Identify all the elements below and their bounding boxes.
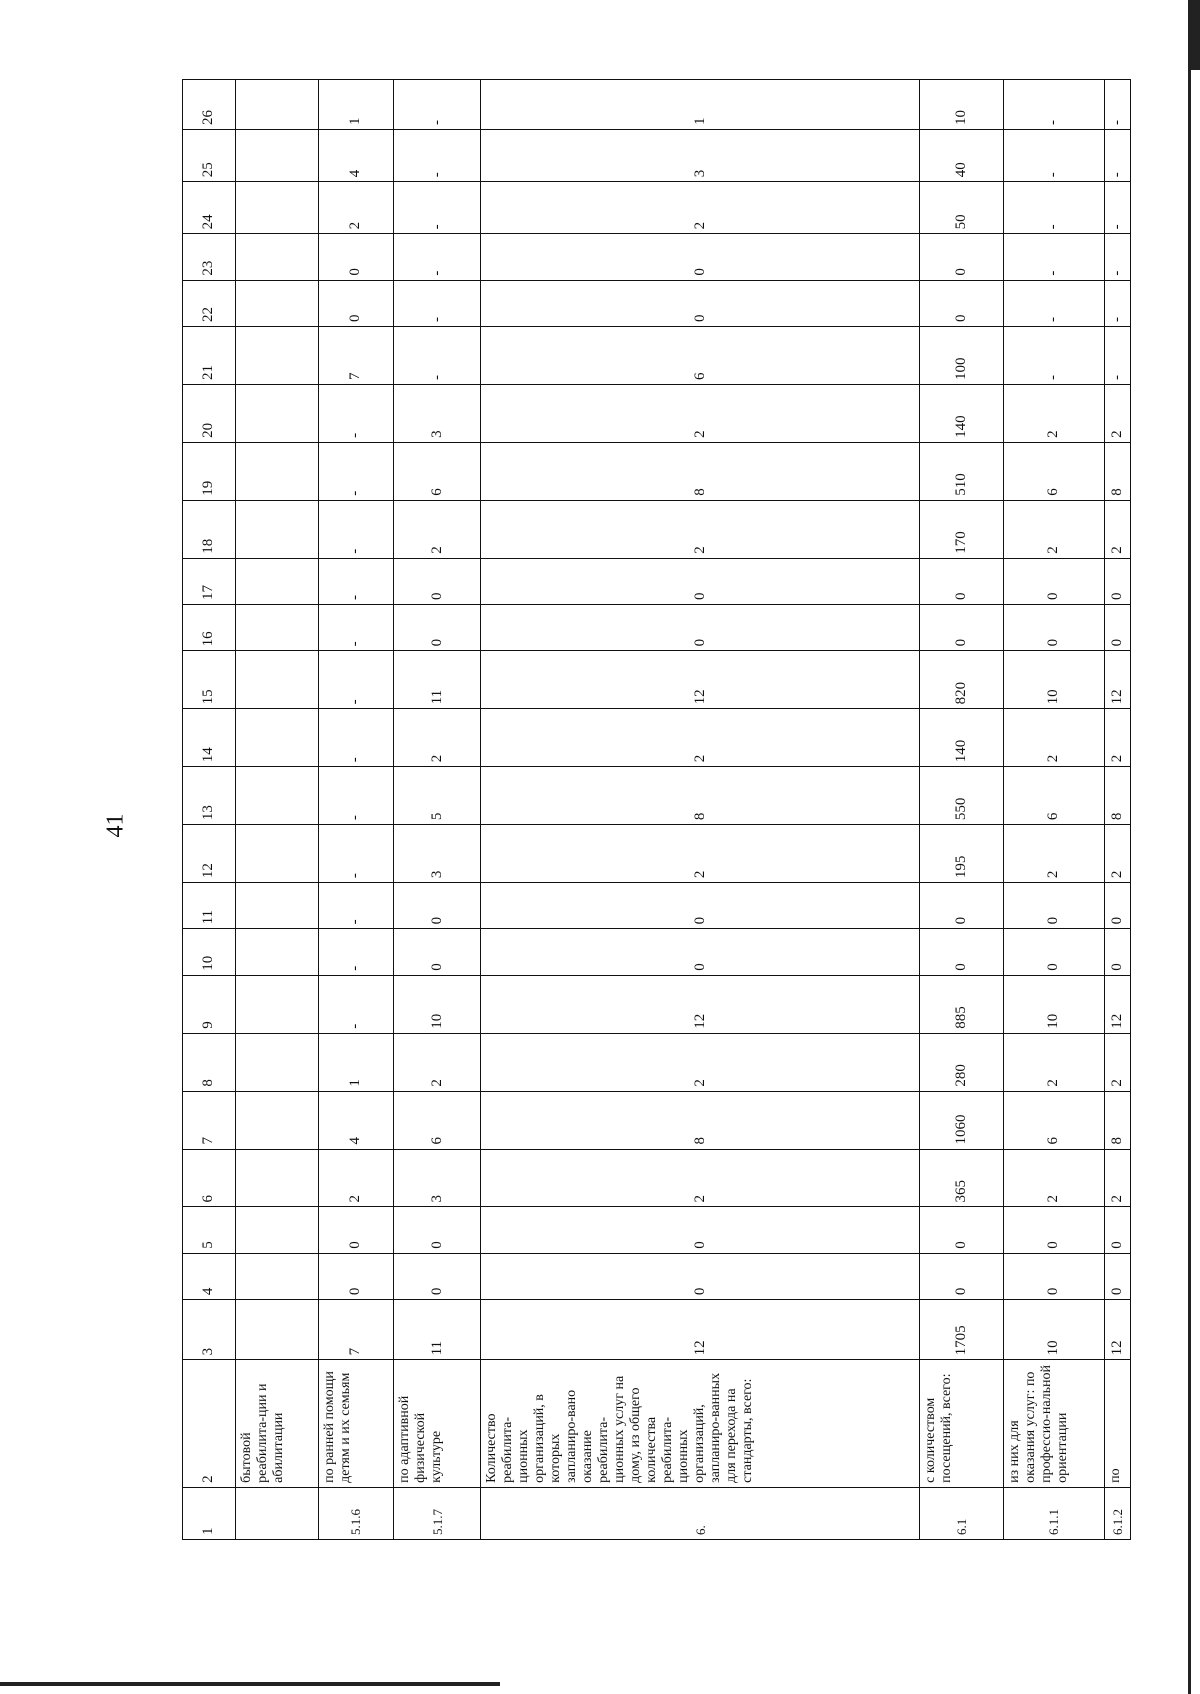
table-cell: - xyxy=(393,80,481,130)
table-cell: - xyxy=(319,767,394,825)
header-cell: 14 xyxy=(183,709,236,767)
header-cell: 9 xyxy=(183,975,236,1033)
table-cell: - xyxy=(319,500,394,558)
table-cell: 2 xyxy=(481,709,920,767)
row-code xyxy=(235,1487,318,1539)
table-cell: - xyxy=(319,883,394,929)
table-row xyxy=(920,80,1003,1540)
table-cell: 12 xyxy=(1104,975,1130,1033)
table-cell: - xyxy=(1003,182,1104,234)
table-cell: 0 xyxy=(1104,558,1130,604)
table-cell: 2 xyxy=(1104,709,1130,767)
table-cell: 0 xyxy=(481,605,920,651)
table-cell: 2 xyxy=(1003,709,1104,767)
table-cell: 1 xyxy=(319,80,394,130)
table-cell: 2 xyxy=(319,182,394,234)
table-cell: 2 xyxy=(393,500,481,558)
table-cell: 0 xyxy=(319,1207,394,1253)
table-cell: 1 xyxy=(319,1033,394,1091)
table-cell: 170 xyxy=(920,500,1003,558)
header-cell: 15 xyxy=(183,651,236,709)
table-cell: - xyxy=(393,327,481,385)
table-cell xyxy=(235,825,318,883)
table-cell: 1 xyxy=(481,80,920,130)
table-cell: - xyxy=(319,384,394,442)
table-cell: 11 xyxy=(393,1300,481,1360)
table-cell: 0 xyxy=(1003,558,1104,604)
table-cell: 2 xyxy=(1003,1033,1104,1091)
header-cell: 16 xyxy=(183,605,236,651)
table-cell: 11 xyxy=(393,651,481,709)
rotated-table-container xyxy=(182,79,1131,1540)
row-label: по xyxy=(1104,1360,1130,1487)
row-code: 6. xyxy=(481,1487,920,1539)
table-cell: 6 xyxy=(393,442,481,500)
table-cell: - xyxy=(1104,234,1130,280)
table-cell: 0 xyxy=(393,558,481,604)
table-cell: 6 xyxy=(1003,767,1104,825)
table-cell: - xyxy=(319,442,394,500)
table-cell xyxy=(235,280,318,326)
table-cell: 2 xyxy=(481,1033,920,1091)
table-cell: 8 xyxy=(1104,442,1130,500)
table-cell: 0 xyxy=(481,234,920,280)
table-cell: 0 xyxy=(481,883,920,929)
table-cell: 2 xyxy=(1003,825,1104,883)
table-cell: 2 xyxy=(481,500,920,558)
table-cell: - xyxy=(1104,80,1130,130)
header-cell: 6 xyxy=(183,1149,236,1207)
header-cell: 21 xyxy=(183,327,236,385)
row-label: по ранней помощи детям и их семьям xyxy=(319,1360,394,1487)
row-label: с количеством посещений, всего: xyxy=(920,1360,1003,1487)
table-cell: 0 xyxy=(1104,929,1130,975)
table-cell: 885 xyxy=(920,975,1003,1033)
table-cell xyxy=(235,651,318,709)
table-cell: 0 xyxy=(920,1253,1003,1299)
table-cell: 140 xyxy=(920,384,1003,442)
table-cell xyxy=(235,442,318,500)
table-cell: 2 xyxy=(481,825,920,883)
table-cell: 2 xyxy=(1003,500,1104,558)
table-cell xyxy=(235,883,318,929)
table-cell: 0 xyxy=(1003,883,1104,929)
table-cell: 12 xyxy=(1104,1300,1130,1360)
header-cell: 13 xyxy=(183,767,236,825)
table-cell: 0 xyxy=(920,280,1003,326)
table-cell xyxy=(235,80,318,130)
table-cell xyxy=(235,605,318,651)
header-cell: 20 xyxy=(183,384,236,442)
header-cell: 17 xyxy=(183,558,236,604)
table-cell: 820 xyxy=(920,651,1003,709)
table-cell: 3 xyxy=(393,1149,481,1207)
row-code: 5.1.6 xyxy=(319,1487,394,1539)
table-cell xyxy=(235,1300,318,1360)
table-cell: - xyxy=(1003,280,1104,326)
table-cell: 3 xyxy=(393,825,481,883)
table-cell: 0 xyxy=(393,605,481,651)
table-cell: 7 xyxy=(319,327,394,385)
table-row xyxy=(319,80,394,1540)
table-cell: 140 xyxy=(920,709,1003,767)
table-cell: 10 xyxy=(1003,1300,1104,1360)
table-cell: 12 xyxy=(481,651,920,709)
header-cell: 18 xyxy=(183,500,236,558)
table-cell: 2 xyxy=(1104,500,1130,558)
table-cell: 12 xyxy=(481,1300,920,1360)
table-cell xyxy=(235,709,318,767)
table-cell: 3 xyxy=(481,130,920,182)
table-cell: 2 xyxy=(1104,1033,1130,1091)
table-cell: 2 xyxy=(481,1149,920,1207)
data-table xyxy=(182,79,1131,1540)
table-cell: 40 xyxy=(920,130,1003,182)
table-cell: 0 xyxy=(920,929,1003,975)
table-cell: - xyxy=(1104,327,1130,385)
table-cell xyxy=(235,234,318,280)
table-cell xyxy=(235,182,318,234)
table-cell: - xyxy=(393,130,481,182)
table-cell: - xyxy=(1104,130,1130,182)
table-cell: - xyxy=(1003,327,1104,385)
table-cell xyxy=(235,384,318,442)
header-cell: 10 xyxy=(183,929,236,975)
header-cell: 7 xyxy=(183,1091,236,1149)
header-cell: 25 xyxy=(183,130,236,182)
page-number: 41 xyxy=(102,813,129,838)
table-cell: 7 xyxy=(319,1300,394,1360)
table-cell: 0 xyxy=(393,883,481,929)
table-cell: - xyxy=(319,605,394,651)
table-cell: 0 xyxy=(1003,929,1104,975)
table-cell xyxy=(235,558,318,604)
table-cell: 0 xyxy=(393,929,481,975)
table-cell: 0 xyxy=(1003,1207,1104,1253)
header-cell: 3 xyxy=(183,1300,236,1360)
header-cell: 26 xyxy=(183,80,236,130)
table-cell: - xyxy=(1104,182,1130,234)
table-cell: 10 xyxy=(1003,975,1104,1033)
table-cell xyxy=(235,929,318,975)
table-cell xyxy=(235,767,318,825)
row-label: Количество реабилита-ционных организаций, в которых запланиро-вано оказание реабилита-ционных услуг на дому, из общего количества реабилита-ционных организаций, запланиро-ванных для перехода на стандарты, всего: xyxy=(481,1360,920,1487)
table-cell: 0 xyxy=(920,234,1003,280)
table-cell: 2 xyxy=(1003,1149,1104,1207)
table-cell: 2 xyxy=(393,709,481,767)
table-cell: - xyxy=(319,709,394,767)
header-cell: 5 xyxy=(183,1207,236,1253)
table-cell: 1705 xyxy=(920,1300,1003,1360)
scan-edge-line xyxy=(1188,0,1191,1694)
table-cell: 0 xyxy=(920,1207,1003,1253)
row-code: 6.1.2 xyxy=(1104,1487,1130,1539)
header-cell: 8 xyxy=(183,1033,236,1091)
table-cell: 2 xyxy=(1104,1149,1130,1207)
table-cell: 0 xyxy=(1104,883,1130,929)
table-cell: 0 xyxy=(481,280,920,326)
table-cell: - xyxy=(319,825,394,883)
table-cell: 6 xyxy=(393,1091,481,1149)
header-cell: 12 xyxy=(183,825,236,883)
table-cell: - xyxy=(393,182,481,234)
table-cell: - xyxy=(1003,234,1104,280)
table-cell: 0 xyxy=(1003,1253,1104,1299)
table-cell: 0 xyxy=(393,1207,481,1253)
scan-bottom-bar xyxy=(0,1682,500,1686)
table-cell xyxy=(235,327,318,385)
table-cell: 550 xyxy=(920,767,1003,825)
table-cell: 0 xyxy=(319,234,394,280)
row-code: 6.1 xyxy=(920,1487,1003,1539)
table-cell: - xyxy=(319,651,394,709)
table-cell: 2 xyxy=(319,1149,394,1207)
table-cell: 0 xyxy=(393,1253,481,1299)
row-label: из них для оказания услуг: по профессио-нальной ориентации xyxy=(1003,1360,1104,1487)
row-code: 5.1.7 xyxy=(393,1487,481,1539)
scan-edge-mark xyxy=(1190,0,1200,70)
table-cell: 6 xyxy=(1003,442,1104,500)
table-cell: 2 xyxy=(393,1033,481,1091)
table-cell: 8 xyxy=(481,442,920,500)
table-cell: 8 xyxy=(1104,767,1130,825)
table-cell: 0 xyxy=(1104,1207,1130,1253)
table-cell: 0 xyxy=(920,558,1003,604)
table-cell: 2 xyxy=(481,182,920,234)
table-cell: 10 xyxy=(1003,651,1104,709)
table-cell: 0 xyxy=(920,605,1003,651)
table-cell xyxy=(235,1149,318,1207)
header-cell: 22 xyxy=(183,280,236,326)
table-cell xyxy=(235,1091,318,1149)
table-cell: 10 xyxy=(393,975,481,1033)
table-cell: 100 xyxy=(920,327,1003,385)
table-cell: - xyxy=(1003,80,1104,130)
row-code: 6.1.1 xyxy=(1003,1487,1104,1539)
table-cell: 510 xyxy=(920,442,1003,500)
table-row xyxy=(1003,80,1104,1540)
table-cell xyxy=(235,975,318,1033)
table-cell xyxy=(235,500,318,558)
table-cell: 195 xyxy=(920,825,1003,883)
table-cell: 2 xyxy=(481,384,920,442)
table-cell: 12 xyxy=(1104,651,1130,709)
row-label: бытовой реабилита-ции и абилитации xyxy=(235,1360,318,1487)
table-cell: - xyxy=(393,234,481,280)
table-cell: 280 xyxy=(920,1033,1003,1091)
table-cell: 10 xyxy=(920,80,1003,130)
table-cell: 0 xyxy=(1003,605,1104,651)
table-cell: 6 xyxy=(1003,1091,1104,1149)
header-cell: 23 xyxy=(183,234,236,280)
table-cell: 0 xyxy=(481,1253,920,1299)
table-cell xyxy=(235,1253,318,1299)
table-cell: 0 xyxy=(319,1253,394,1299)
table-cell: 0 xyxy=(481,1207,920,1253)
table-cell: 3 xyxy=(393,384,481,442)
table-row xyxy=(235,80,318,1540)
header-row xyxy=(183,80,236,1540)
header-cell: 1 xyxy=(183,1487,236,1539)
table-cell: 0 xyxy=(920,883,1003,929)
table-cell xyxy=(235,1207,318,1253)
table-row xyxy=(393,80,481,1540)
table-cell: 2 xyxy=(1003,384,1104,442)
table-cell: 8 xyxy=(481,767,920,825)
table-cell: 12 xyxy=(481,975,920,1033)
table-cell: 50 xyxy=(920,182,1003,234)
table-cell: 0 xyxy=(1104,1253,1130,1299)
header-cell: 24 xyxy=(183,182,236,234)
table-cell: 0 xyxy=(481,558,920,604)
table-cell: 4 xyxy=(319,130,394,182)
table-cell: 0 xyxy=(1104,605,1130,651)
header-cell: 4 xyxy=(183,1253,236,1299)
header-cell: 19 xyxy=(183,442,236,500)
table-row xyxy=(1104,80,1130,1540)
table-cell: 5 xyxy=(393,767,481,825)
table-cell: 8 xyxy=(1104,1091,1130,1149)
header-cell: 11 xyxy=(183,883,236,929)
table-cell: 0 xyxy=(319,280,394,326)
table-cell: - xyxy=(319,558,394,604)
table-cell: - xyxy=(319,975,394,1033)
table-cell xyxy=(235,130,318,182)
table-cell: 2 xyxy=(1104,825,1130,883)
row-label: по адаптивной физической культуре xyxy=(393,1360,481,1487)
table-cell: - xyxy=(1003,130,1104,182)
table-cell: - xyxy=(319,929,394,975)
table-cell: - xyxy=(393,280,481,326)
table-cell: 2 xyxy=(1104,384,1130,442)
table-cell: - xyxy=(1104,280,1130,326)
header-cell: 2 xyxy=(183,1360,236,1487)
table-cell: 1060 xyxy=(920,1091,1003,1149)
table-cell: 4 xyxy=(319,1091,394,1149)
table-cell: 6 xyxy=(481,327,920,385)
table-cell: 0 xyxy=(481,929,920,975)
table-cell: 365 xyxy=(920,1149,1003,1207)
table-row xyxy=(481,80,920,1540)
table-cell xyxy=(235,1033,318,1091)
table-cell: 8 xyxy=(481,1091,920,1149)
